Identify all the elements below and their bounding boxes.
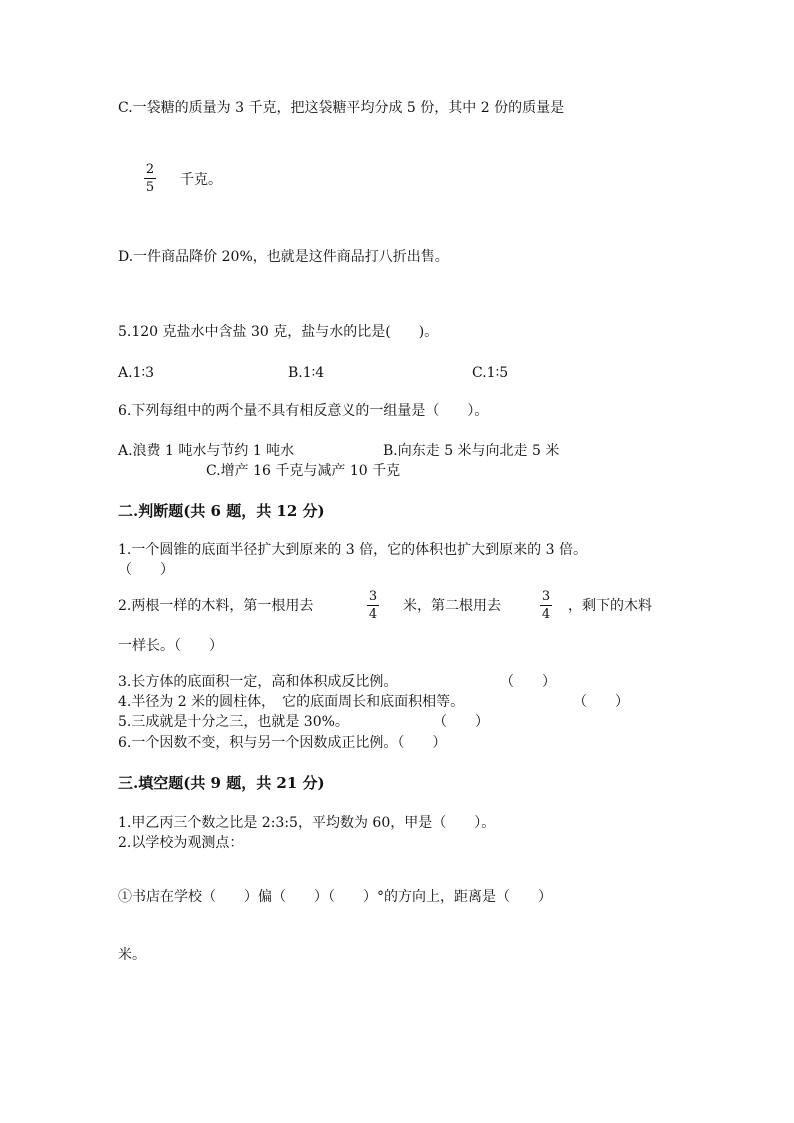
judge-2-line2: 一样长。（ ） [118, 638, 223, 654]
fraction-three-fourths [539, 589, 553, 622]
fraction-three-fourths [366, 589, 380, 622]
question-5-option-b: B.1∶4 [288, 365, 325, 381]
judge-5: 5.三成就是十分之三，也就是 30%。 [118, 714, 349, 730]
judge-5-paren: （ ） [433, 714, 489, 730]
option-c-line1: C.一袋糖的质量为 3 千克，把这袋糖平均分成 5 份，其中 2 份的质量是 [118, 100, 565, 116]
fraction-denominator: 5 [145, 180, 155, 195]
question-6-option-b: B.向东走 5 米与向北走 5 米 [383, 443, 560, 459]
section-2-heading: 二.判断题(共 6 题，共 12 分) [118, 502, 325, 520]
judge-3: 3.长方体的底面积一定，高和体积成反比例。 [118, 674, 398, 690]
question-6-option-a: A.浪费 1 吨水与节约 1 吨水 [118, 443, 295, 459]
fill-2: 2.以学校为观测点： [118, 835, 244, 851]
judge-4-paren: （ ） [573, 694, 629, 710]
option-c-unit: 千克。 [180, 172, 222, 188]
fill-1: 1.甲乙丙三个数之比是 2:3:5，平均数为 60，甲是（ ）。 [118, 815, 496, 831]
question-6-stem: 6.下列每组中的两个量不具有相反意义的一组量是（ ）。 [118, 403, 489, 419]
judge-3-paren: （ ） [500, 674, 556, 690]
fraction-numerator: 2 [145, 162, 155, 177]
section-3-heading: 三.填空题(共 9 题，共 21 分) [118, 774, 325, 792]
fraction-numerator: 3 [368, 589, 378, 604]
judge-1-paren: （ ） [118, 562, 174, 578]
fraction-bar [367, 605, 379, 606]
fill-2-sub-1: ①书店在学校（ ）偏（ ）（ ）°的方向上，距离是（ ） [118, 889, 552, 905]
judge-2-part3: ，剩下的木料 [568, 598, 652, 614]
judge-2-part1: 2.两根一样的木料，第一根用去 [118, 598, 314, 614]
judge-4: 4.半径为 2 米的圆柱体， 它的底面周长和底面积相等。 [118, 694, 465, 710]
judge-6: 6.一个因数不变，积与另一个因数成正比例。（ ） [118, 735, 447, 751]
judge-2-part2: 米，第二根用去 [403, 598, 501, 614]
question-5-option-c: C.1∶5 [472, 365, 509, 381]
fraction-denominator: 4 [541, 607, 551, 622]
fraction-denominator: 4 [368, 607, 378, 622]
fill-2-end: 米。 [118, 947, 146, 963]
fraction-bar [540, 605, 552, 606]
option-d: D.一件商品降价 20%，也就是这件商品打八折出售。 [118, 249, 449, 265]
judge-1-line1: 1.一个圆锥的底面半径扩大到原来的 3 倍，它的体积也扩大到原来的 3 倍。 [118, 542, 587, 558]
question-6-option-c: C.增产 16 千克与减产 10 千克 [206, 463, 401, 479]
fraction-numerator: 3 [541, 589, 551, 604]
question-5-stem: 5.120 克盐水中含盐 30 克，盐与水的比是( )。 [118, 324, 439, 340]
fraction-bar [144, 178, 156, 179]
fraction-two-fifths [143, 162, 157, 195]
question-5-option-a: A.1∶3 [118, 365, 155, 381]
